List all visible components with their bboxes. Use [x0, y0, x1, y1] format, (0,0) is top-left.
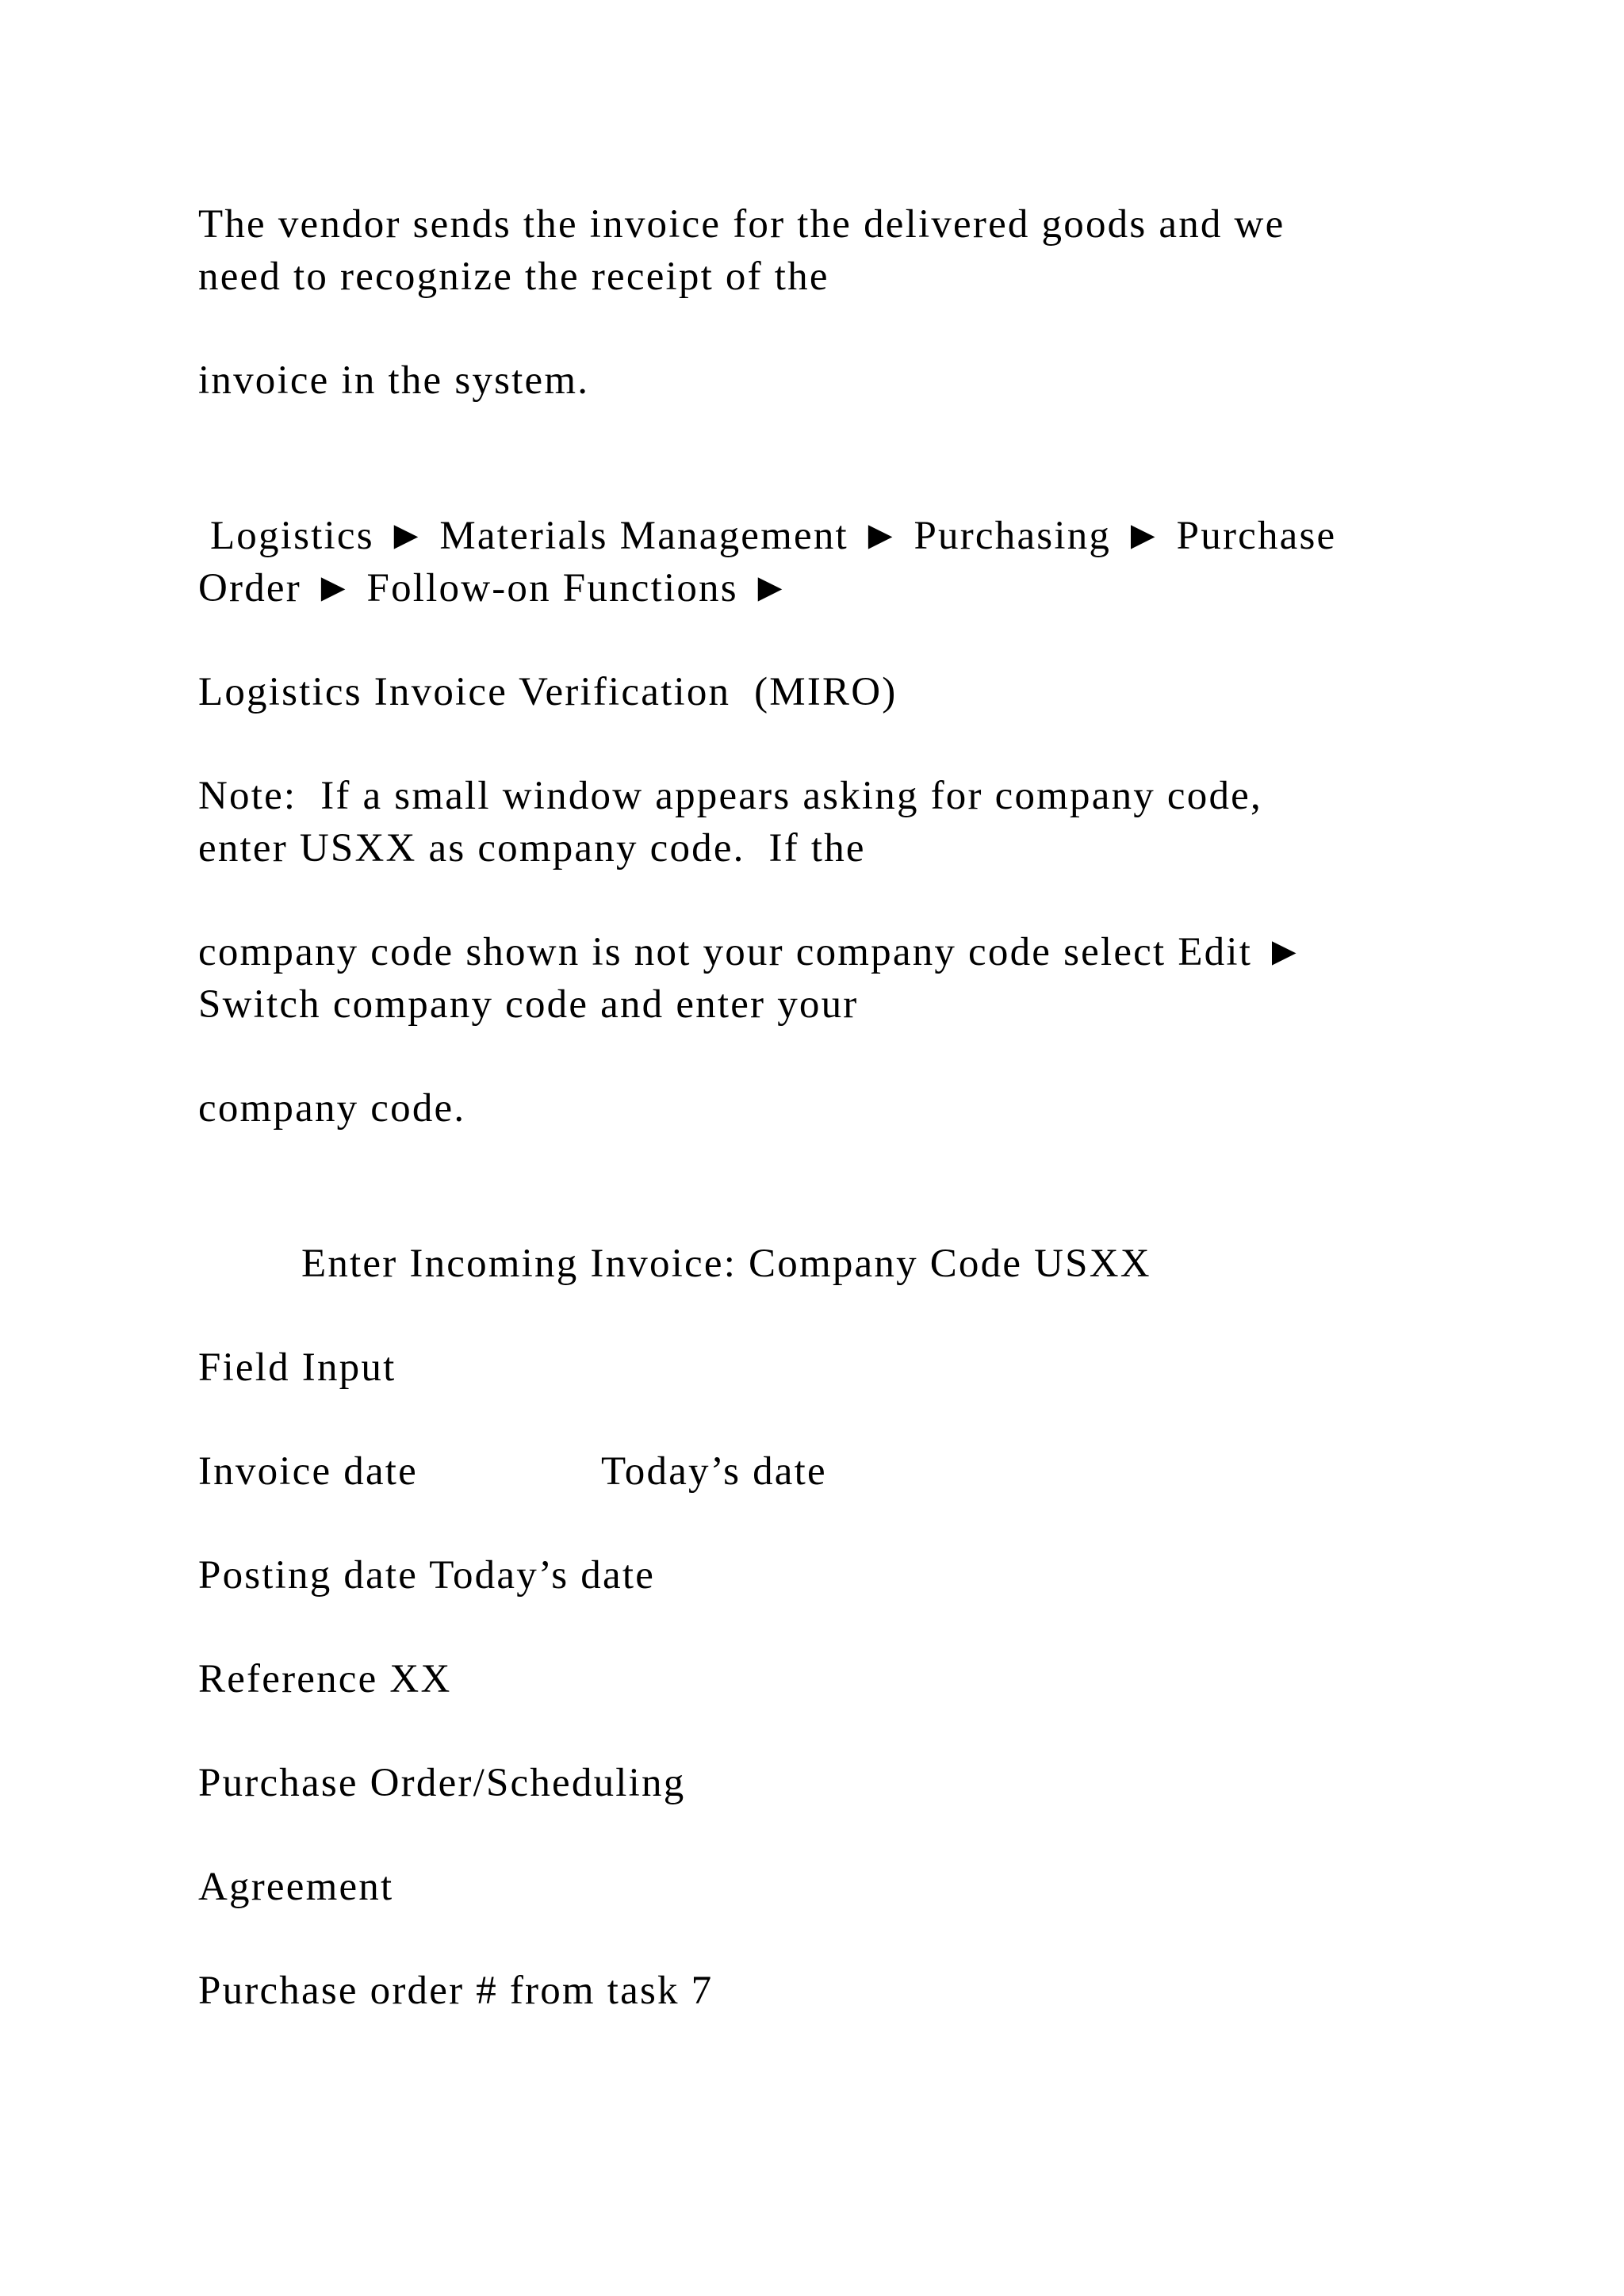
intro-line-1: The vendor sends the invoice for the delivered goods and we [198, 202, 1285, 247]
table-header: Field Input [198, 1345, 396, 1390]
field-label: Invoice date [198, 1449, 419, 1494]
intro-line-3: invoice in the system. [198, 358, 590, 403]
po-label-line-2: Agreement [198, 1865, 394, 1909]
note-line-3: company code shown is not your company code select Edit ► [198, 930, 1306, 974]
screen-title: Enter Incoming Invoice: Company Code USXX [301, 1242, 1151, 1286]
note-line-2: enter USXX as company code. If the [198, 826, 866, 871]
po-label-line-1: Purchase Order/Scheduling [198, 1761, 686, 1805]
menu-path-transaction: Logistics Invoice Verification (MIRO) [198, 670, 898, 714]
table-row [198, 1549, 655, 1601]
note-line-5: company code. [198, 1086, 466, 1131]
table-row [198, 1445, 827, 1498]
menu-path-line-2: Order ► Follow-on Functions ► [198, 566, 792, 610]
intro-line-2: need to recognize the receipt of the [198, 254, 829, 299]
note-line-4: Switch company code and enter your [198, 982, 859, 1027]
menu-path-line-1: Logistics ► Materials Management ► Purchasing ► Purchase [198, 514, 1337, 558]
field-label: Reference [198, 1657, 378, 1701]
field-value: XX [389, 1657, 452, 1701]
field-value: Today’s date [429, 1553, 656, 1598]
table-row [198, 1653, 451, 1705]
field-value: Today’s date [601, 1449, 827, 1494]
po-value: Purchase order # from task 7 [198, 1969, 714, 2013]
field-label: Posting date [198, 1553, 419, 1598]
note-line-1: Note: If a small window appears asking for company code, [198, 774, 1262, 818]
